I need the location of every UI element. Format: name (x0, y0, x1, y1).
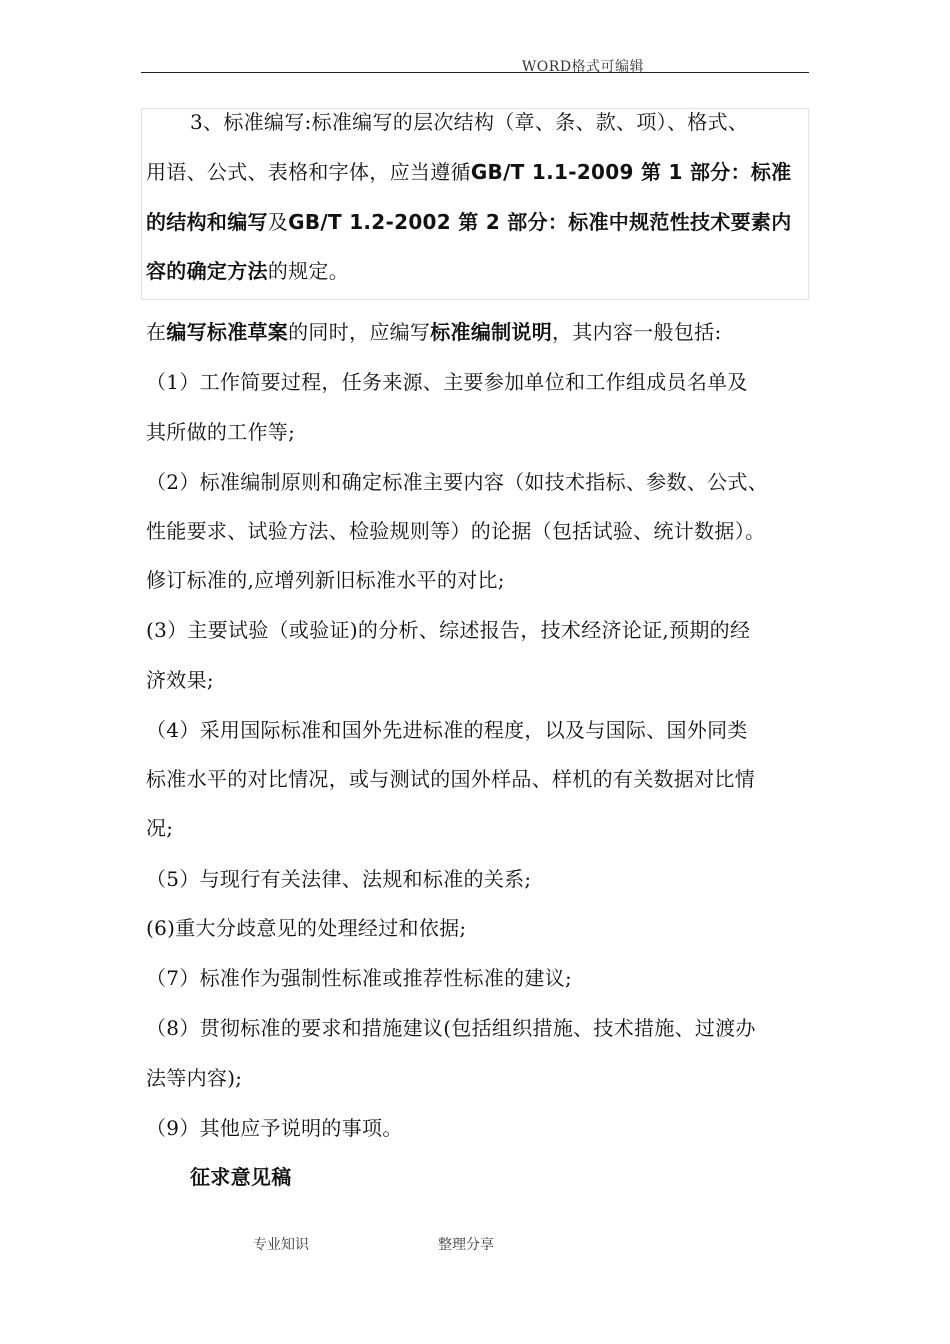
text-run-bold: 容的确定方法 (146, 259, 268, 283)
standard-ref-gbt12: GB/T 1.2-2002 第 2 部分：标准中规范性技术要素内 (288, 210, 792, 234)
section-3-line-1: 3、标准编写:标准编写的层次结构（章、条、款、项）、格式、 (190, 110, 749, 134)
list-item-6: (6)重大分歧意见的处理经过和依据; (146, 916, 467, 940)
text-run: 用语、公式、表格和字体，应当遵循 (146, 160, 471, 184)
text-run: 的规定。 (267, 259, 350, 283)
intro-paragraph (146, 320, 722, 344)
list-item-8-line-2: 法等内容); (146, 1066, 243, 1090)
list-item-4-line-2: 标准水平的对比情况，或与测试的国外样品、样机的有关数据对比情 (146, 767, 755, 791)
footer-left: 专业知识 (253, 1237, 309, 1253)
section-3-line-2 (146, 160, 791, 184)
term-draft: 编写标准草案 (166, 320, 289, 344)
list-item-4-line-1: （4）采用国际标准和国外先进标准的程度，以及与国际、国外同类 (146, 718, 748, 742)
text-run-bold: 的结构和编写 (146, 210, 268, 234)
list-item-8-line-1: （8）贯彻标准的要求和措施建议(包括组织措施、技术措施、过渡办 (146, 1016, 756, 1040)
list-item-4-line-3: 况; (146, 816, 174, 840)
list-item-1-line-2: 其所做的工作等; (146, 420, 296, 444)
text-run: 及 (267, 210, 289, 234)
text-run: 在 (146, 320, 167, 344)
text-run: 的同时，应编写 (288, 320, 431, 344)
draft-heading-text: 征求意见稿 (190, 1165, 292, 1189)
list-item-9: （9）其他应予说明的事项。 (146, 1116, 403, 1140)
page-header: WORD格式可编辑 (521, 59, 645, 75)
list-item-3-line-1: (3）主要试验（或验证)的分析、综述报告，技术经济论证,预期的经 (146, 618, 751, 642)
header-rule (141, 72, 809, 73)
footer-right: 整理分享 (438, 1237, 494, 1253)
term-explanation: 标准编制说明 (430, 320, 553, 344)
standard-ref-gbt11: GB/T 1.1-2009 第 1 部分：标准 (470, 160, 792, 184)
text-run: ，其内容一般包括: (552, 320, 722, 344)
draft-heading (190, 1165, 292, 1189)
list-item-1-line-1: （1）工作简要过程，任务来源、主要参加单位和工作组成员名单及 (146, 370, 748, 394)
list-item-7: （7）标准作为强制性标准或推荐性标准的建议; (146, 966, 573, 990)
list-item-2-line-3: 修订标准的,应增列新旧标准水平的对比; (146, 568, 505, 592)
list-item-5: （5）与现行有关法律、法规和标准的关系; (146, 867, 532, 891)
list-item-3-line-2: 济效果; (146, 668, 214, 692)
section-3-line-3 (146, 210, 792, 234)
list-item-2-line-2: 性能要求、试验方法、检验规则等）的论据（包括试验、统计数据）。 (146, 519, 766, 543)
section-3-line-4 (146, 259, 349, 283)
list-item-2-line-1: （2）标准编制原则和确定标准主要内容（如技术指标、参数、公式、 (146, 470, 769, 494)
